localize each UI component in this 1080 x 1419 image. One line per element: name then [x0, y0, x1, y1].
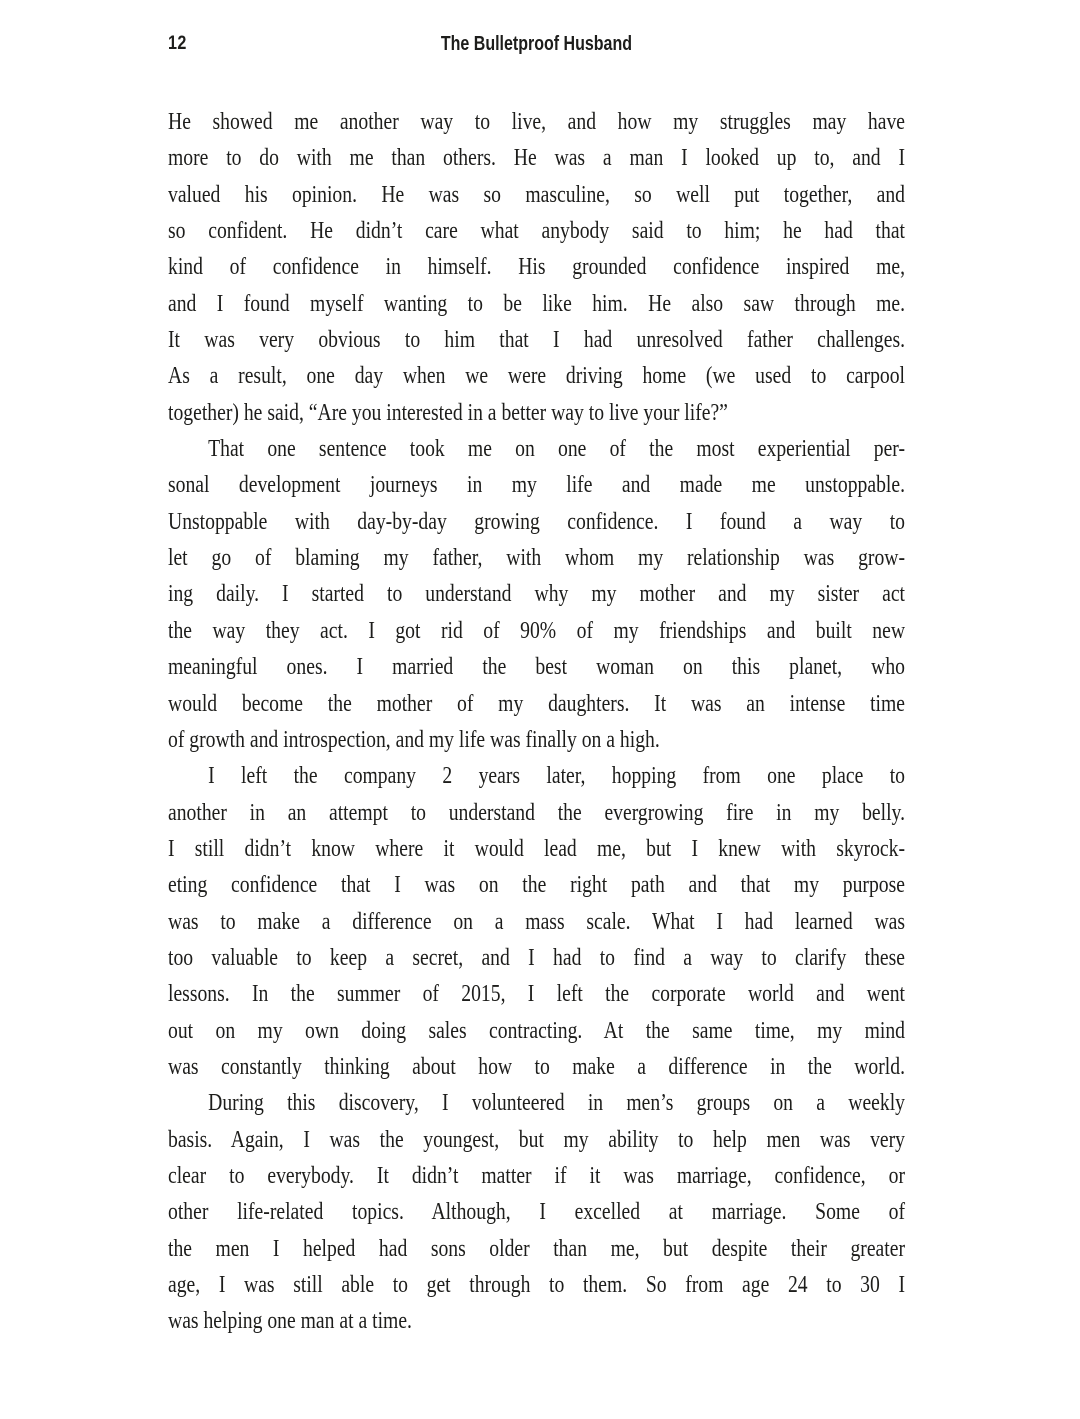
body-line: That one sentence took me on one of the most experiential per- — [208, 436, 906, 463]
paragraph-1 — [168, 104, 905, 431]
body-line: let go of blaming my father, with whom my relationship was grow- — [168, 545, 906, 572]
body-line: other life-related topics. Although, I excelled at marriage. Some of — [168, 1199, 906, 1226]
body-line: ing daily. I started to understand why my mother and my sister act — [168, 581, 906, 608]
body-line: eting confidence that I was on the right path and that my purpose — [168, 872, 906, 899]
body-line: It was very obvious to him that I had unresolved father challenges. — [168, 327, 906, 354]
body-line: meaningful ones. I married the best woman on this planet, who — [168, 654, 906, 681]
body-line: so confident. He didn’t care what anybody said to him; he had that — [168, 218, 906, 245]
body-line: He showed me another way to live, and how my struggles may have — [168, 109, 906, 135]
running-header — [168, 33, 905, 59]
body-line: sonal development journeys in my life and made me unstoppable. — [168, 472, 906, 499]
body-line: age, I was still able to get through to them. So from age 24 to 30 I — [168, 1272, 906, 1298]
body-line: kind of confidence in himself. His grounded confidence inspired me, — [168, 254, 906, 281]
body-line: was helping one man at a time. — [168, 1308, 412, 1335]
body-line: would become the mother of my daughters. It was an intense time — [168, 690, 906, 717]
body-line: During this discovery, I volunteered in men’s groups on a weekly — [208, 1090, 906, 1117]
header-title-wrap — [168, 33, 905, 56]
body-line: the men I helped had sons older than me, but despite their greater — [168, 1235, 906, 1262]
body-line: was to make a difference on a mass scale. What I had learned was — [168, 908, 906, 935]
body-line: valued his opinion. He was so masculine, so well put together, and — [168, 181, 906, 208]
body-line: of growth and introspection, and my life was finally on a high. — [168, 726, 660, 753]
paragraph-4 — [168, 1085, 905, 1339]
body-text — [168, 104, 905, 1340]
body-line: out on my own doing sales contracting. At the same time, my mind — [168, 1017, 906, 1044]
body-line: the way they act. I got rid of 90% of my friendships and built new — [168, 617, 906, 644]
body-line: I still didn’t know where it would lead me, but I knew with skyrock- — [168, 835, 906, 862]
paragraph-2 — [168, 431, 905, 758]
body-line: too valuable to keep a secret, and I had to find a way to clarify these — [168, 944, 906, 971]
body-line: Unstoppable with day-by-day growing confidence. I found a way to — [168, 508, 906, 535]
page-number: 12 — [168, 33, 187, 54]
body-line: another in an attempt to understand the evergrowing fire in my belly. — [168, 799, 906, 826]
body-line: As a result, one day when we were driving home (we used to carpool — [168, 363, 906, 390]
body-line: together) he said, “Are you interested in a better way to live your life?” — [168, 399, 728, 426]
body-line: clear to everybody. It didn’t matter if it was marriage, confidence, or — [168, 1162, 906, 1189]
body-column — [168, 104, 905, 1340]
body-line: more to do with me than others. He was a man I looked up to, and I — [168, 145, 906, 172]
body-line: I left the company 2 years later, hopping from one place to — [208, 763, 906, 790]
book-title-header: The Bulletproof Husband — [440, 33, 633, 55]
body-line: was constantly thinking about how to make a difference in the world. — [168, 1053, 906, 1080]
body-line: basis. Again, I was the youngest, but my ability to help men was very — [168, 1126, 906, 1153]
body-line: lessons. In the summer of 2015, I left the corporate world and went — [168, 981, 906, 1008]
paragraph-3 — [168, 758, 905, 1085]
body-line: and I found myself wanting to be like him. He also saw through me. — [168, 290, 906, 317]
